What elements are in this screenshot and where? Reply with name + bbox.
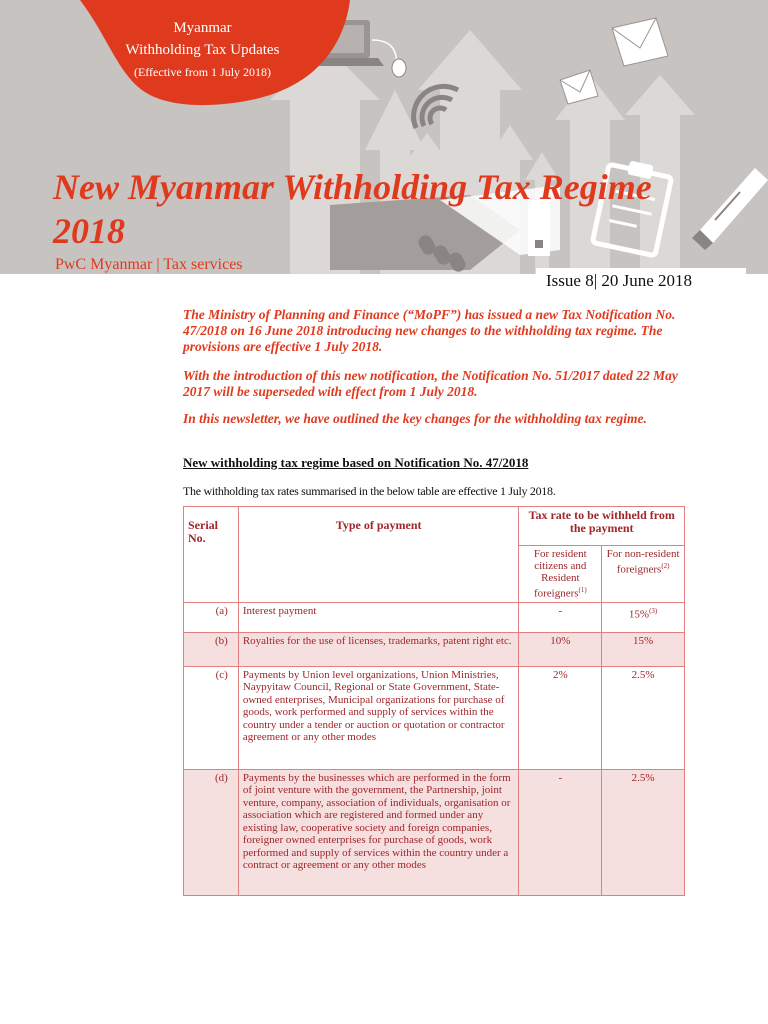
header-banner [0, 0, 768, 274]
row-type: Interest payment [238, 602, 519, 632]
row-type: Payments by Union level organizations, Union Ministries, Naypyitaw Council, Regional or State Government, State-owned enterprises, Municipal organizations for purchase of goods, work performed and supply of services within the country under a tender or auction or quotation or contractor agreement or any other modes [238, 666, 519, 769]
header-resident-note: (1) [578, 586, 587, 594]
row-serial: (c) [184, 666, 239, 769]
intro-paragraph-2: With the introduction of this new notification, the Notification No. 51/2017 dated 22 May 2017 will be superseded with effect from 1 July 2018. [183, 368, 678, 399]
pen-icon [692, 168, 768, 250]
table-row [184, 602, 685, 632]
header-nonresident-note: (2) [661, 562, 670, 570]
header-resident [519, 546, 602, 603]
blob-effective: (Effective from 1 July 2018) [133, 65, 272, 79]
row-type: Royalties for the use of licenses, trademarks, patent right etc. [238, 632, 519, 666]
header-tax-rate: Tax rate to be withheld from the payment [519, 507, 685, 546]
row-nonresident-rate: 15% [602, 632, 685, 666]
withholding-rates-table [183, 506, 685, 896]
page-title: New Myanmar Withholding Tax Regime 2018 [53, 167, 652, 251]
header-type: Type of payment [238, 507, 519, 603]
row-resident-rate: 2% [519, 666, 602, 769]
row-serial: (d) [184, 769, 239, 895]
table-row [184, 666, 685, 769]
row-serial: (a) [184, 602, 239, 632]
table-row [184, 769, 685, 895]
row-serial: (b) [184, 632, 239, 666]
section-note: The withholding tax rates summarised in the below table are effective 1 July 2018. [183, 484, 556, 498]
row-nonresident-rate: 2.5% [602, 769, 685, 895]
blob-series: Withholding Tax Updates [125, 42, 280, 58]
issue-date: Issue 8| 20 June 2018 [536, 268, 746, 294]
header-serial: Serial No. [184, 507, 239, 603]
header-nonresident [602, 546, 685, 603]
blob-country: Myanmar [173, 20, 232, 36]
intro-paragraph-3: In this newsletter, we have outlined the key changes for the withholding tax regime. [183, 411, 647, 426]
page-subtitle: PwC Myanmar | Tax services [55, 256, 243, 273]
intro-paragraph-1: The Ministry of Planning and Finance (“MoPF”) has issued a new Tax Notification No. 47/2018 on 16 June 2018 introducing new changes to the withholding tax regime. The provisions are effective 1 July 2018. [183, 307, 676, 354]
row-nonresident-value: 15% [628, 608, 650, 621]
row-resident-rate: 10% [519, 632, 602, 666]
row-nonresident-note: (3) [649, 606, 658, 615]
header-nonresident-label: For non-resident foreigners [606, 548, 680, 576]
table-header-row [184, 507, 685, 546]
publication-label [100, 18, 305, 80]
table-row [184, 632, 685, 666]
header-resident-label: For resident citizens and Resident foreigners [533, 548, 587, 600]
section-heading: New withholding tax regime based on Notification No. 47/2018 [183, 455, 529, 470]
row-nonresident-rate: 2.5% [602, 666, 685, 769]
row-nonresident-rate [602, 602, 685, 632]
row-type: Payments by the businesses which are performed in the form of joint venture with the government, the Partnership, joint venture, company, association of individuals, organisation or association which are registered and formed under any existing law, cooperative society and foreign companies, foreigner owned enterprises for purchase of goods, work performed and supply of services within the country under a contract or agreement or any other modes [238, 769, 519, 895]
row-resident-rate: - [519, 602, 602, 632]
row-resident-rate: - [519, 769, 602, 895]
